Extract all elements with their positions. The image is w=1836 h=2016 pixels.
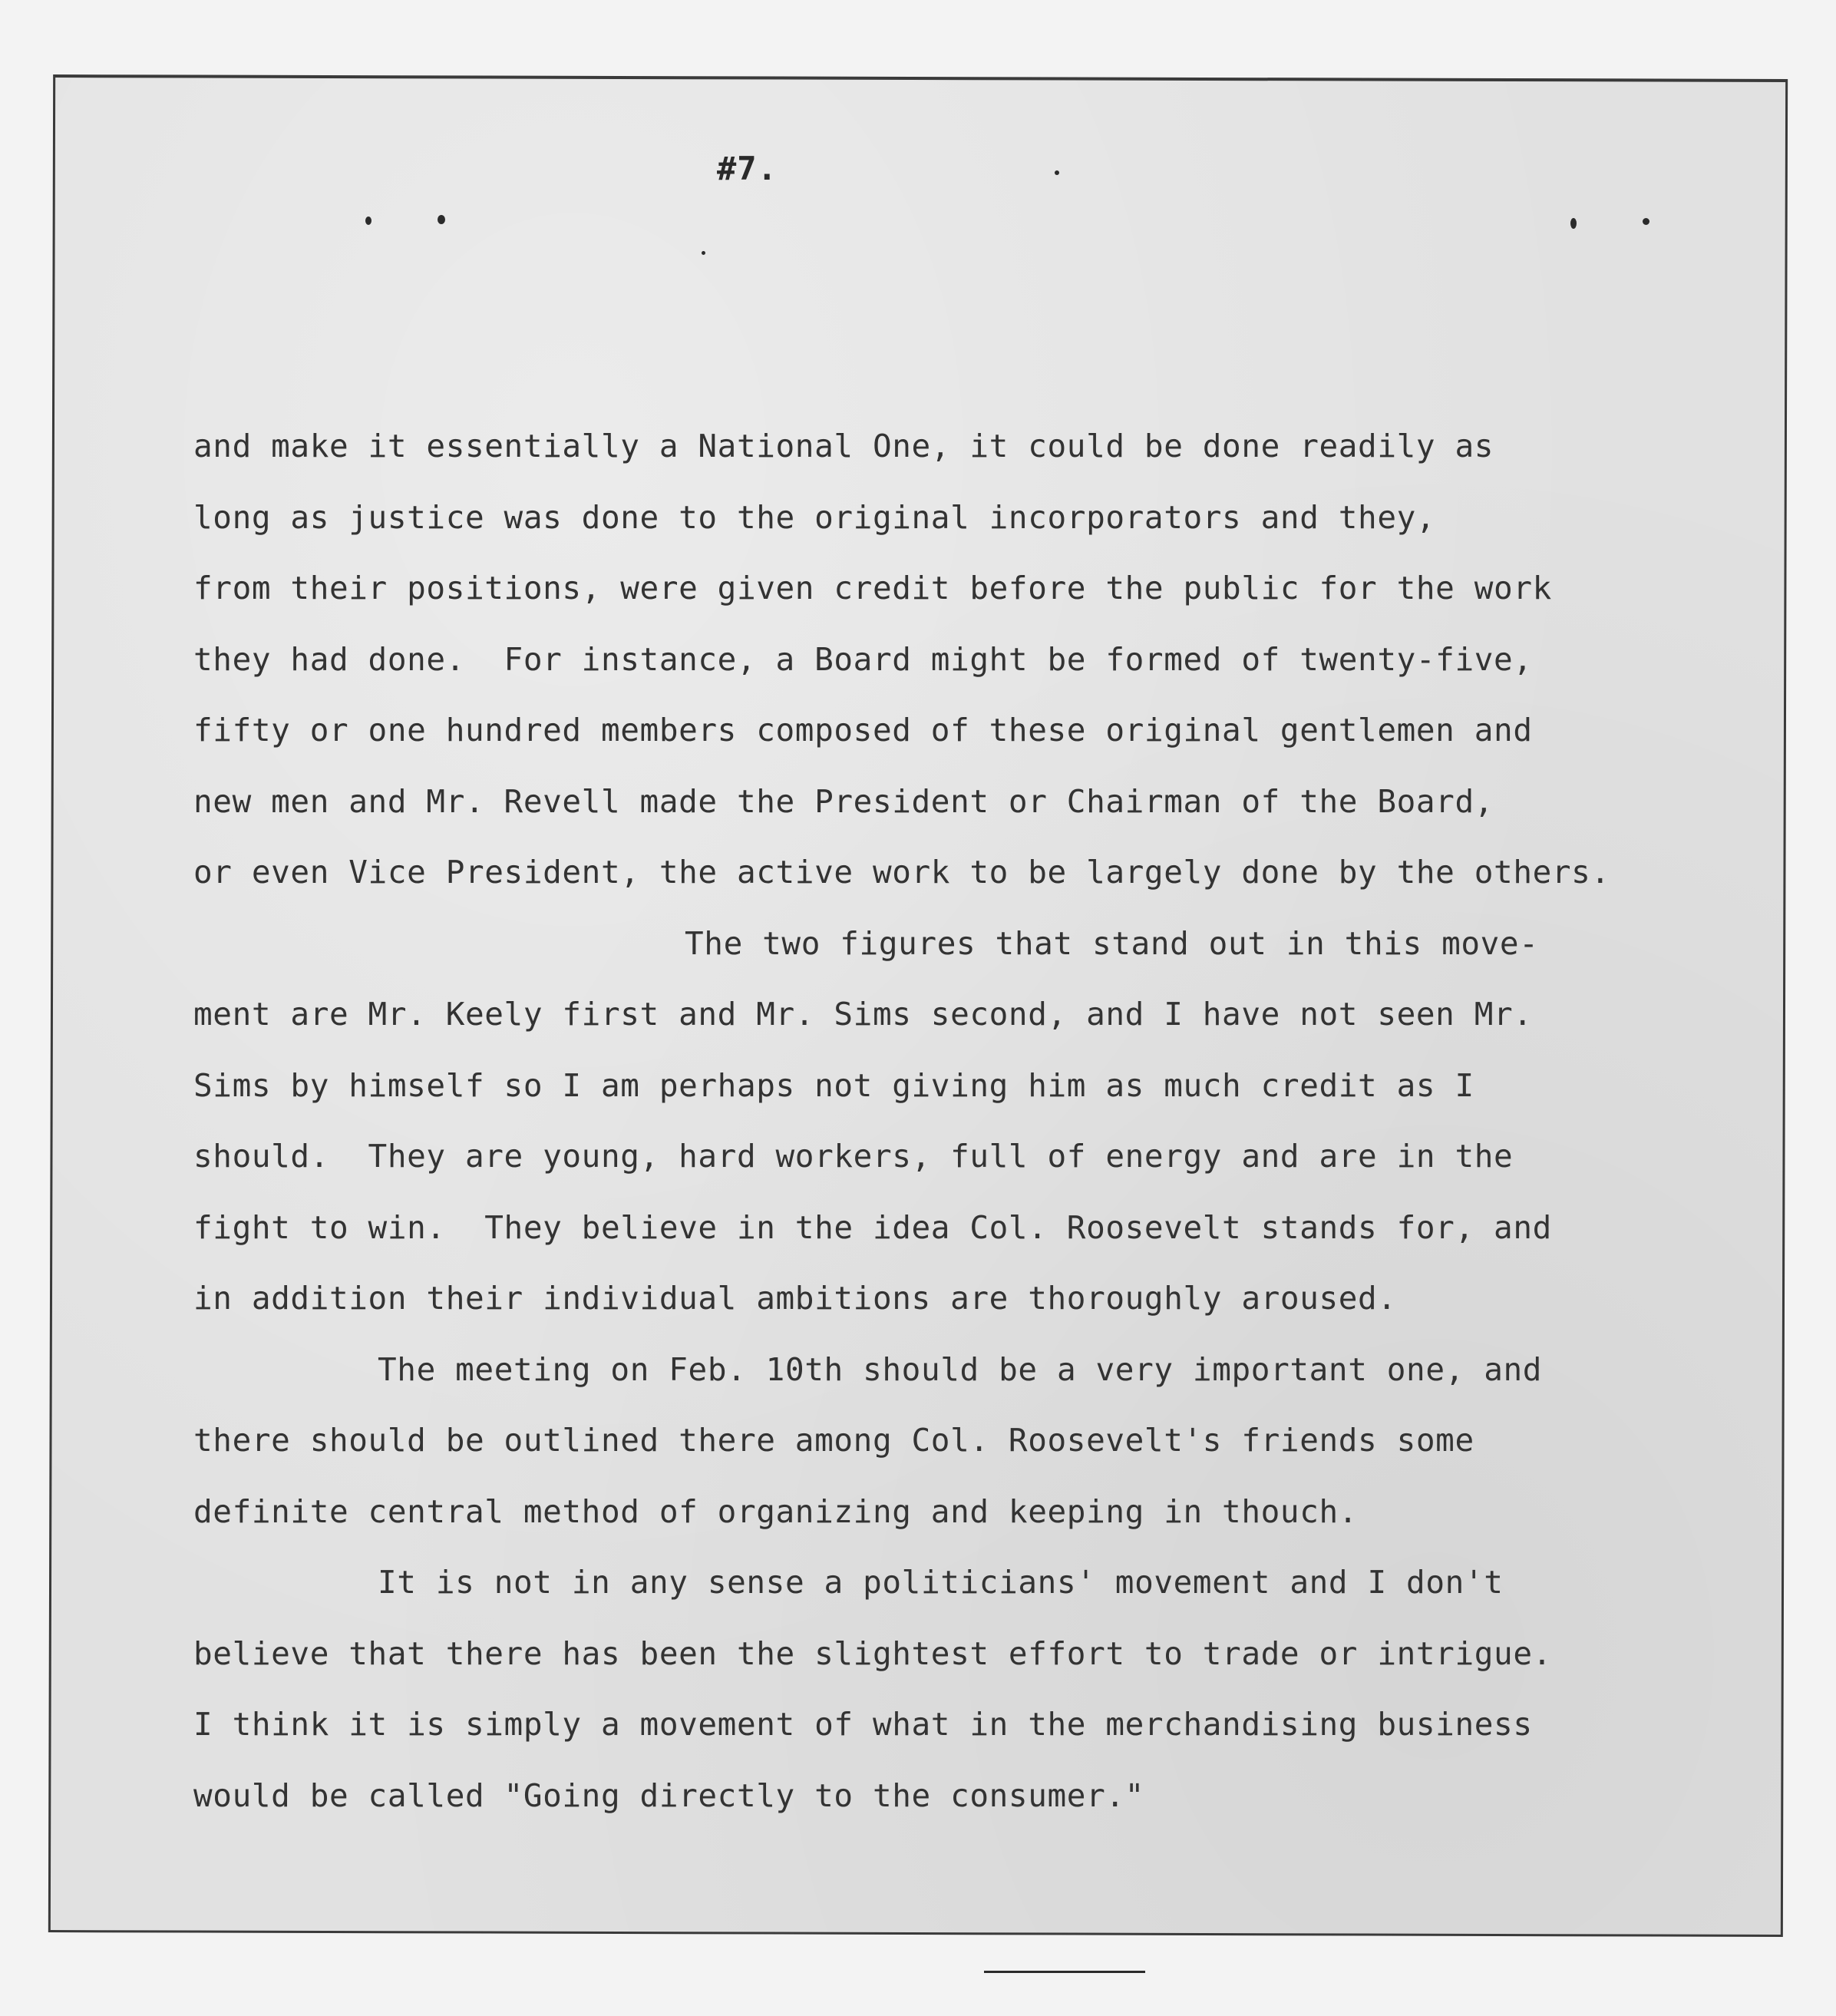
ink-speck	[365, 216, 371, 225]
text-line: The meeting on Feb. 10th should be a very important one, and	[378, 1350, 1543, 1388]
ink-speck	[438, 215, 445, 224]
text-line: Sims by himself so I am perhaps not giving him as much credit as I	[193, 1066, 1474, 1104]
text-line: believe that there has been the slightest effort to trade or intrigue.	[193, 1634, 1552, 1672]
page-number: #7.	[717, 150, 778, 187]
text-line: would be called "Going directly to the consumer."	[193, 1776, 1144, 1814]
text-line: they had done. For instance, a Board might be formed of twenty-five,	[193, 640, 1533, 678]
text-line: in addition their individual ambitions are thoroughly aroused.	[193, 1280, 1397, 1317]
text-line: should. They are young, hard workers, full of energy and are in the	[193, 1138, 1514, 1175]
text-line: or even Vice President, the active work to be largely done by the others.	[193, 854, 1610, 891]
ink-speck	[702, 251, 705, 255]
text-line: from their positions, were given credit before the public for the work	[193, 570, 1552, 606]
text-line: and make it essentially a National One, it could be done readily as	[193, 428, 1494, 464]
text-line: ment are Mr. Keely first and Mr. Sims second, and I have not seen Mr.	[193, 996, 1533, 1033]
text-line: fight to win. They believe in the idea Col. Roosevelt stands for, and	[193, 1208, 1552, 1246]
bottom-rule	[984, 1971, 1145, 1973]
document-body	[193, 411, 1775, 1831]
ink-speck	[1570, 218, 1577, 229]
text-line: I think it is simply a movement of what in the merchandising business	[193, 1706, 1533, 1743]
text-line: there should be outlined there among Col. Roosevelt's friends some	[193, 1422, 1474, 1459]
ink-speck	[1055, 170, 1059, 175]
text-line: The two figures that stand out in this move-	[685, 924, 1539, 962]
text-line: fifty or one hundred members composed of these original gentlemen and	[193, 712, 1533, 749]
ink-speck	[1643, 218, 1649, 225]
text-line: new men and Mr. Revell made the President or Chairman of the Board,	[193, 782, 1494, 820]
text-line: long as justice was done to the original incorporators and they,	[193, 498, 1436, 536]
text-line: It is not in any sense a politicians' movement and I don't	[378, 1564, 1504, 1601]
text-line: definite central method of organizing and keeping in thouch.	[193, 1492, 1359, 1530]
